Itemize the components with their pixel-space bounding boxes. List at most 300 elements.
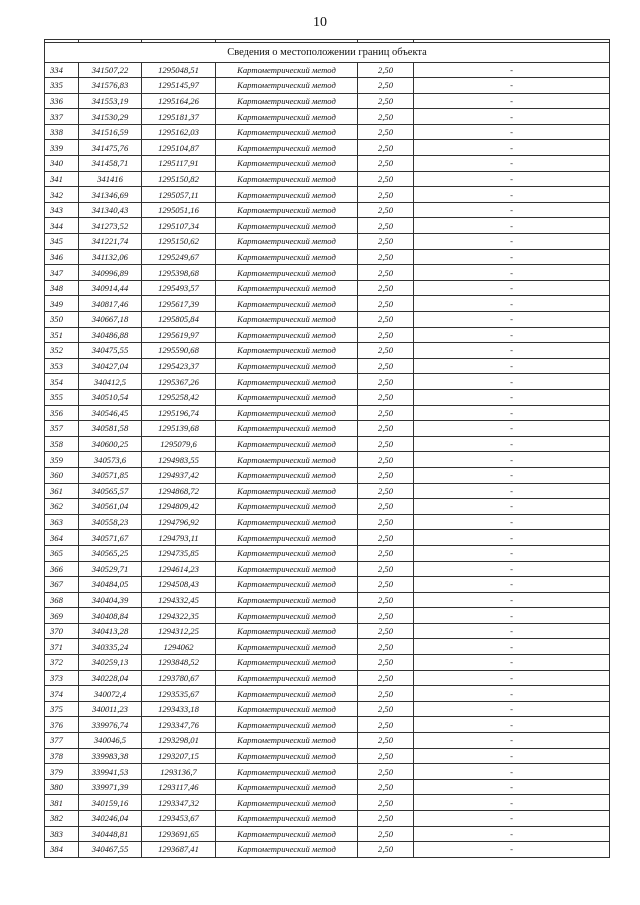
y-coordinate-cell: 1293453,67 [142, 811, 216, 827]
method-cell: Картометрический метод [216, 467, 358, 483]
x-coordinate-cell: 340448,81 [79, 826, 142, 842]
method-cell: Картометрический метод [216, 218, 358, 234]
description-cell: - [414, 343, 610, 359]
x-coordinate-cell: 341516,59 [79, 124, 142, 140]
description-cell: - [414, 421, 610, 437]
description-cell: - [414, 296, 610, 312]
table-row [45, 764, 610, 780]
table-row [45, 452, 610, 468]
description-cell: - [414, 109, 610, 125]
point-number-cell: 345 [45, 234, 79, 250]
method-cell: Картометрический метод [216, 358, 358, 374]
x-coordinate-cell: 340565,25 [79, 545, 142, 561]
point-number-cell: 362 [45, 499, 79, 515]
method-cell: Картометрический метод [216, 748, 358, 764]
table-row [45, 358, 610, 374]
method-cell: Картометрический метод [216, 140, 358, 156]
y-coordinate-cell: 1295139,68 [142, 421, 216, 437]
y-coordinate-cell: 1294322,35 [142, 608, 216, 624]
x-coordinate-cell: 341132,06 [79, 249, 142, 265]
description-cell: - [414, 670, 610, 686]
point-number-cell: 380 [45, 779, 79, 795]
description-cell: - [414, 265, 610, 281]
table-row [45, 592, 610, 608]
table-row [45, 826, 610, 842]
method-cell: Картометрический метод [216, 701, 358, 717]
table-row [45, 156, 610, 172]
method-cell: Картометрический метод [216, 62, 358, 78]
point-number-cell: 377 [45, 733, 79, 749]
point-number-cell: 378 [45, 748, 79, 764]
table-row [45, 171, 610, 187]
method-cell: Картометрический метод [216, 343, 358, 359]
description-cell: - [414, 327, 610, 343]
y-coordinate-cell: 1295590,68 [142, 343, 216, 359]
description-cell: - [414, 452, 610, 468]
y-coordinate-cell: 1295196,74 [142, 405, 216, 421]
table-row [45, 748, 610, 764]
method-cell: Картометрический метод [216, 436, 358, 452]
point-number-cell: 372 [45, 655, 79, 671]
method-cell: Картометрический метод [216, 764, 358, 780]
table-row [45, 717, 610, 733]
y-coordinate-cell: 1295249,67 [142, 249, 216, 265]
accuracy-cell: 2,50 [358, 124, 414, 140]
point-number-cell: 382 [45, 811, 79, 827]
description-cell: - [414, 545, 610, 561]
table-row [45, 655, 610, 671]
point-number-cell: 360 [45, 467, 79, 483]
table-row [45, 670, 610, 686]
point-number-cell: 371 [45, 639, 79, 655]
table-row [45, 701, 610, 717]
accuracy-cell: 2,50 [358, 265, 414, 281]
description-cell: - [414, 389, 610, 405]
accuracy-cell: 2,50 [358, 639, 414, 655]
y-coordinate-cell: 1294312,25 [142, 623, 216, 639]
accuracy-cell: 2,50 [358, 312, 414, 328]
y-coordinate-cell: 1295181,37 [142, 109, 216, 125]
accuracy-cell: 2,50 [358, 280, 414, 296]
accuracy-cell: 2,50 [358, 187, 414, 203]
description-cell: - [414, 62, 610, 78]
accuracy-cell: 2,50 [358, 670, 414, 686]
y-coordinate-cell: 1294983,55 [142, 452, 216, 468]
point-number-cell: 376 [45, 717, 79, 733]
method-cell: Картометрический метод [216, 811, 358, 827]
y-coordinate-cell: 1295367,26 [142, 374, 216, 390]
point-number-cell: 353 [45, 358, 79, 374]
method-cell: Картометрический метод [216, 514, 358, 530]
table-row [45, 436, 610, 452]
accuracy-cell: 2,50 [358, 467, 414, 483]
y-coordinate-cell: 1293298,01 [142, 733, 216, 749]
table-row [45, 343, 610, 359]
method-cell: Картометрический метод [216, 530, 358, 546]
accuracy-cell: 2,50 [358, 686, 414, 702]
x-coordinate-cell: 341530,29 [79, 109, 142, 125]
table-row [45, 514, 610, 530]
point-number-cell: 375 [45, 701, 79, 717]
y-coordinate-cell: 1295162,03 [142, 124, 216, 140]
point-number-cell: 367 [45, 577, 79, 593]
x-coordinate-cell: 341507,22 [79, 62, 142, 78]
y-coordinate-cell: 1293207,15 [142, 748, 216, 764]
method-cell: Картометрический метод [216, 577, 358, 593]
description-cell: - [414, 577, 610, 593]
description-cell: - [414, 171, 610, 187]
method-cell: Картометрический метод [216, 109, 358, 125]
method-cell: Картометрический метод [216, 499, 358, 515]
point-number-cell: 358 [45, 436, 79, 452]
point-number-cell: 335 [45, 78, 79, 94]
x-coordinate-cell: 340486,88 [79, 327, 142, 343]
point-number-cell: 354 [45, 374, 79, 390]
x-coordinate-cell: 340159,16 [79, 795, 142, 811]
point-number-cell: 369 [45, 608, 79, 624]
y-coordinate-cell: 1293347,76 [142, 717, 216, 733]
method-cell: Картометрический метод [216, 187, 358, 203]
description-cell: - [414, 842, 610, 858]
x-coordinate-cell: 339983,38 [79, 748, 142, 764]
accuracy-cell: 2,50 [358, 826, 414, 842]
x-coordinate-cell: 340427,04 [79, 358, 142, 374]
point-number-cell: 379 [45, 764, 79, 780]
x-coordinate-cell: 341340,43 [79, 202, 142, 218]
description-cell: - [414, 124, 610, 140]
table-row [45, 811, 610, 827]
y-coordinate-cell: 1293433,18 [142, 701, 216, 717]
point-number-cell: 334 [45, 62, 79, 78]
x-coordinate-cell: 341475,76 [79, 140, 142, 156]
x-coordinate-cell: 339941,53 [79, 764, 142, 780]
table-title-row [45, 42, 610, 62]
description-cell: - [414, 436, 610, 452]
y-coordinate-cell: 1294735,85 [142, 545, 216, 561]
point-number-cell: 342 [45, 187, 79, 203]
point-number-cell: 356 [45, 405, 79, 421]
table-row [45, 686, 610, 702]
y-coordinate-cell: 1293117,46 [142, 779, 216, 795]
accuracy-cell: 2,50 [358, 795, 414, 811]
accuracy-cell: 2,50 [358, 405, 414, 421]
x-coordinate-cell: 341273,52 [79, 218, 142, 234]
y-coordinate-cell: 1294809,42 [142, 499, 216, 515]
description-cell: - [414, 312, 610, 328]
x-coordinate-cell: 340404,39 [79, 592, 142, 608]
x-coordinate-cell: 340529,71 [79, 561, 142, 577]
method-cell: Картометрический метод [216, 156, 358, 172]
y-coordinate-cell: 1294868,72 [142, 483, 216, 499]
y-coordinate-cell: 1294793,11 [142, 530, 216, 546]
method-cell: Картометрический метод [216, 592, 358, 608]
accuracy-cell: 2,50 [358, 577, 414, 593]
accuracy-cell: 2,50 [358, 545, 414, 561]
x-coordinate-cell: 341416 [79, 171, 142, 187]
y-coordinate-cell: 1293687,41 [142, 842, 216, 858]
table-row [45, 577, 610, 593]
point-number-cell: 340 [45, 156, 79, 172]
accuracy-cell: 2,50 [358, 296, 414, 312]
point-number-cell: 350 [45, 312, 79, 328]
description-cell: - [414, 405, 610, 421]
description-cell: - [414, 234, 610, 250]
description-cell: - [414, 608, 610, 624]
accuracy-cell: 2,50 [358, 499, 414, 515]
y-coordinate-cell: 1295619,97 [142, 327, 216, 343]
table-row [45, 249, 610, 265]
x-coordinate-cell: 340510,54 [79, 389, 142, 405]
method-cell: Картометрический метод [216, 717, 358, 733]
x-coordinate-cell: 340571,67 [79, 530, 142, 546]
x-coordinate-cell: 340011,23 [79, 701, 142, 717]
y-coordinate-cell: 1294796,92 [142, 514, 216, 530]
point-number-cell: 364 [45, 530, 79, 546]
description-cell: - [414, 467, 610, 483]
method-cell: Картометрический метод [216, 670, 358, 686]
method-cell: Картометрический метод [216, 795, 358, 811]
accuracy-cell: 2,50 [358, 811, 414, 827]
accuracy-cell: 2,50 [358, 514, 414, 530]
table-row [45, 795, 610, 811]
description-cell: - [414, 701, 610, 717]
method-cell: Картометрический метод [216, 265, 358, 281]
table-row [45, 327, 610, 343]
accuracy-cell: 2,50 [358, 655, 414, 671]
accuracy-cell: 2,50 [358, 592, 414, 608]
description-cell: - [414, 795, 610, 811]
description-cell: - [414, 514, 610, 530]
x-coordinate-cell: 340046,5 [79, 733, 142, 749]
table-title: Сведения о местоположении границ объекта [45, 42, 610, 62]
x-coordinate-cell: 340413,28 [79, 623, 142, 639]
method-cell: Картометрический метод [216, 545, 358, 561]
description-cell: - [414, 483, 610, 499]
y-coordinate-cell: 1295079,6 [142, 436, 216, 452]
method-cell: Картометрический метод [216, 312, 358, 328]
x-coordinate-cell: 340546,45 [79, 405, 142, 421]
y-coordinate-cell: 1295493,57 [142, 280, 216, 296]
y-coordinate-cell: 1295057,11 [142, 187, 216, 203]
x-coordinate-cell: 339976,74 [79, 717, 142, 733]
x-coordinate-cell: 340412,5 [79, 374, 142, 390]
table-row [45, 124, 610, 140]
accuracy-cell: 2,50 [358, 842, 414, 858]
y-coordinate-cell: 1295423,37 [142, 358, 216, 374]
method-cell: Картометрический метод [216, 561, 358, 577]
x-coordinate-cell: 340246,04 [79, 811, 142, 827]
method-cell: Картометрический метод [216, 78, 358, 94]
method-cell: Картометрический метод [216, 608, 358, 624]
x-coordinate-cell: 340667,18 [79, 312, 142, 328]
description-cell: - [414, 639, 610, 655]
table-row [45, 530, 610, 546]
description-cell: - [414, 686, 610, 702]
point-number-cell: 351 [45, 327, 79, 343]
accuracy-cell: 2,50 [358, 530, 414, 546]
table-row [45, 779, 610, 795]
x-coordinate-cell: 340573,6 [79, 452, 142, 468]
method-cell: Картометрический метод [216, 296, 358, 312]
method-cell: Картометрический метод [216, 826, 358, 842]
table-row [45, 374, 610, 390]
accuracy-cell: 2,50 [358, 701, 414, 717]
y-coordinate-cell: 1295150,82 [142, 171, 216, 187]
x-coordinate-cell: 340484,05 [79, 577, 142, 593]
description-cell: - [414, 826, 610, 842]
accuracy-cell: 2,50 [358, 452, 414, 468]
accuracy-cell: 2,50 [358, 764, 414, 780]
y-coordinate-cell: 1293535,67 [142, 686, 216, 702]
x-coordinate-cell: 340259,13 [79, 655, 142, 671]
point-number-cell: 338 [45, 124, 79, 140]
accuracy-cell: 2,50 [358, 156, 414, 172]
method-cell: Картометрический метод [216, 234, 358, 250]
x-coordinate-cell: 340475,55 [79, 343, 142, 359]
method-cell: Картометрический метод [216, 639, 358, 655]
description-cell: - [414, 530, 610, 546]
x-coordinate-cell: 341346,69 [79, 187, 142, 203]
table-row [45, 296, 610, 312]
point-number-cell: 361 [45, 483, 79, 499]
x-coordinate-cell: 340558,23 [79, 514, 142, 530]
description-cell: - [414, 187, 610, 203]
x-coordinate-cell: 340072,4 [79, 686, 142, 702]
y-coordinate-cell: 1295117,91 [142, 156, 216, 172]
description-cell: - [414, 717, 610, 733]
accuracy-cell: 2,50 [358, 608, 414, 624]
point-number-cell: 365 [45, 545, 79, 561]
table-row [45, 421, 610, 437]
accuracy-cell: 2,50 [358, 483, 414, 499]
y-coordinate-cell: 1295145,97 [142, 78, 216, 94]
accuracy-cell: 2,50 [358, 78, 414, 94]
point-number-cell: 341 [45, 171, 79, 187]
description-cell: - [414, 374, 610, 390]
table-row [45, 218, 610, 234]
point-number-cell: 357 [45, 421, 79, 437]
point-number-cell: 374 [45, 686, 79, 702]
y-coordinate-cell: 1295258,42 [142, 389, 216, 405]
x-coordinate-cell: 341553,19 [79, 93, 142, 109]
x-coordinate-cell: 341221,74 [79, 234, 142, 250]
y-coordinate-cell: 1294614,23 [142, 561, 216, 577]
description-cell: - [414, 156, 610, 172]
accuracy-cell: 2,50 [358, 171, 414, 187]
accuracy-cell: 2,50 [358, 748, 414, 764]
table-row [45, 234, 610, 250]
method-cell: Картометрический метод [216, 483, 358, 499]
accuracy-cell: 2,50 [358, 109, 414, 125]
table-row [45, 467, 610, 483]
method-cell: Картометрический метод [216, 93, 358, 109]
table-row [45, 312, 610, 328]
table-row [45, 483, 610, 499]
table-row [45, 93, 610, 109]
table-row [45, 842, 610, 858]
y-coordinate-cell: 1294332,45 [142, 592, 216, 608]
description-cell: - [414, 655, 610, 671]
y-coordinate-cell: 1293848,52 [142, 655, 216, 671]
point-number-cell: 381 [45, 795, 79, 811]
description-cell: - [414, 140, 610, 156]
point-number-cell: 366 [45, 561, 79, 577]
accuracy-cell: 2,50 [358, 623, 414, 639]
method-cell: Картометрический метод [216, 249, 358, 265]
accuracy-cell: 2,50 [358, 249, 414, 265]
method-cell: Картометрический метод [216, 686, 358, 702]
method-cell: Картометрический метод [216, 171, 358, 187]
point-number-cell: 337 [45, 109, 79, 125]
point-number-cell: 359 [45, 452, 79, 468]
table-row [45, 62, 610, 78]
table-row [45, 561, 610, 577]
table-row [45, 623, 610, 639]
point-number-cell: 368 [45, 592, 79, 608]
accuracy-cell: 2,50 [358, 779, 414, 795]
description-cell: - [414, 93, 610, 109]
x-coordinate-cell: 340996,89 [79, 265, 142, 281]
point-number-cell: 352 [45, 343, 79, 359]
accuracy-cell: 2,50 [358, 343, 414, 359]
description-cell: - [414, 280, 610, 296]
point-number-cell: 348 [45, 280, 79, 296]
point-number-cell: 370 [45, 623, 79, 639]
y-coordinate-cell: 1295051,16 [142, 202, 216, 218]
accuracy-cell: 2,50 [358, 374, 414, 390]
x-coordinate-cell: 340817,46 [79, 296, 142, 312]
accuracy-cell: 2,50 [358, 733, 414, 749]
description-cell: - [414, 623, 610, 639]
table-row [45, 78, 610, 94]
table-row [45, 608, 610, 624]
accuracy-cell: 2,50 [358, 717, 414, 733]
method-cell: Картометрический метод [216, 202, 358, 218]
method-cell: Картометрический метод [216, 623, 358, 639]
y-coordinate-cell: 1294062 [142, 639, 216, 655]
method-cell: Картометрический метод [216, 733, 358, 749]
accuracy-cell: 2,50 [358, 421, 414, 437]
y-coordinate-cell: 1293136,7 [142, 764, 216, 780]
description-cell: - [414, 592, 610, 608]
y-coordinate-cell: 1294937,42 [142, 467, 216, 483]
y-coordinate-cell: 1295805,84 [142, 312, 216, 328]
point-number-cell: 355 [45, 389, 79, 405]
method-cell: Картометрический метод [216, 374, 358, 390]
y-coordinate-cell: 1295164,26 [142, 93, 216, 109]
method-cell: Картометрический метод [216, 280, 358, 296]
table-row [45, 405, 610, 421]
accuracy-cell: 2,50 [358, 140, 414, 156]
method-cell: Картометрический метод [216, 405, 358, 421]
point-number-cell: 384 [45, 842, 79, 858]
x-coordinate-cell: 340914,44 [79, 280, 142, 296]
point-number-cell: 339 [45, 140, 79, 156]
x-coordinate-cell: 340571,85 [79, 467, 142, 483]
table-row [45, 265, 610, 281]
method-cell: Картометрический метод [216, 779, 358, 795]
x-coordinate-cell: 340565,57 [79, 483, 142, 499]
point-number-cell: 344 [45, 218, 79, 234]
x-coordinate-cell: 340228,04 [79, 670, 142, 686]
x-coordinate-cell: 340335,24 [79, 639, 142, 655]
boundary-coordinates-table [44, 39, 610, 858]
page-number: 10 [313, 15, 327, 30]
method-cell: Картометрический метод [216, 124, 358, 140]
accuracy-cell: 2,50 [358, 202, 414, 218]
y-coordinate-cell: 1295048,51 [142, 62, 216, 78]
table-row [45, 545, 610, 561]
